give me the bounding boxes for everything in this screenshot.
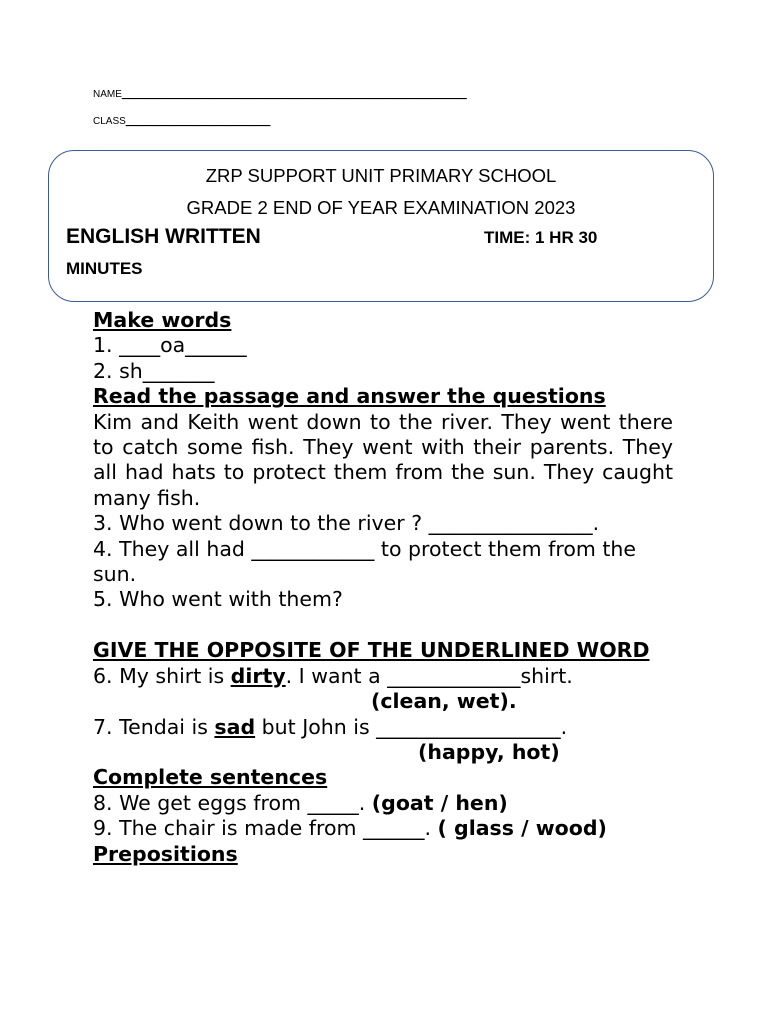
q6-suffix: . I want a _____________shirt.	[285, 663, 573, 688]
blank-line	[93, 613, 673, 638]
question-4: 4. They all had ____________ to protect them from the sun.	[93, 536, 637, 587]
subject-title: ENGLISH WRITTEN	[66, 225, 261, 248]
q6-underlined-word: dirty	[230, 663, 286, 688]
complete-sentences-heading: Complete sentences	[93, 765, 328, 790]
exam-time-continued: MINUTES	[66, 259, 143, 278]
class-label: CLASS	[93, 116, 126, 127]
reading-passage: Kim and Keith went down to the river. They went there to catch some fish. They went with their parents. They all had hats to protect them from the sun. They caught many fish.	[93, 409, 673, 510]
prepositions-heading: Prepositions	[93, 841, 238, 866]
q7-underlined-word: sad	[214, 714, 256, 739]
q9-text: 9. The chair is made from ______.	[93, 816, 438, 841]
name-line: ______________________________________________________________	[121, 89, 467, 100]
q7-prefix: 7. Tendai is	[93, 714, 215, 739]
q6-prefix: 6. My shirt is	[93, 663, 231, 688]
make-words-heading: Make words	[93, 308, 232, 332]
question-9	[93, 816, 673, 841]
question-3: 3. Who went down to the river ? ________________.	[93, 511, 600, 536]
q8-text: 8. We get eggs from _____.	[93, 790, 372, 815]
passage-heading: Read the passage and answer the questions	[93, 384, 606, 409]
q8-options: (goat / hen)	[371, 790, 508, 815]
exam-time: TIME: 1 HR 30	[484, 228, 598, 247]
q9-options: ( glass / wood)	[437, 816, 607, 841]
exam-header-box	[48, 150, 714, 302]
q6-options: (clean, wet).	[371, 689, 517, 714]
class-line: __________________________	[125, 116, 271, 127]
make-words-section	[93, 308, 673, 867]
q7-options: (happy, hot)	[418, 739, 560, 764]
exam-title: GRADE 2 END OF YEAR EXAMINATION 2023	[186, 197, 576, 218]
clipped-text-remnant	[67, 288, 71, 302]
question-8	[93, 791, 673, 816]
class-field	[93, 116, 270, 127]
question-7	[93, 715, 673, 740]
q7-suffix: but John is __________________.	[255, 714, 568, 739]
question-6	[93, 664, 673, 689]
question-1: 1. ____oa______	[93, 333, 247, 358]
school-name: ZRP SUPPORT UNIT PRIMARY SCHOOL	[205, 165, 557, 186]
name-field	[93, 89, 467, 100]
opposites-heading: GIVE THE OPPOSITE OF THE UNDERLINED WORD	[93, 638, 650, 663]
question-2: 2. sh_______	[93, 358, 215, 383]
question-5: 5. Who went with them?	[93, 587, 343, 612]
name-label: NAME	[93, 89, 122, 100]
